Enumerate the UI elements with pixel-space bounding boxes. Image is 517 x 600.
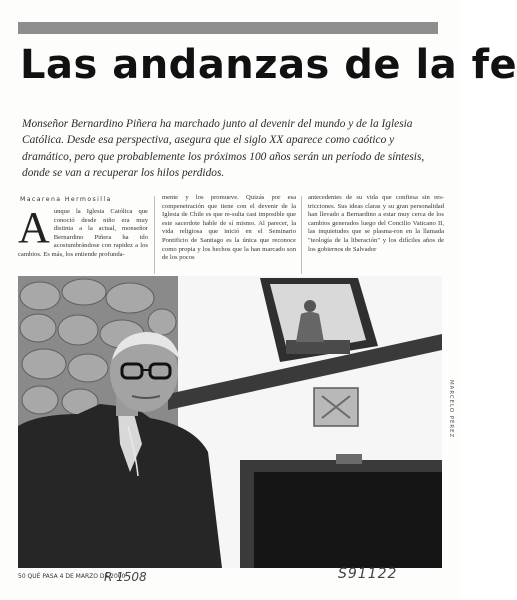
column-1-text: unque la Iglesia Católica que conoció desde niño era muy distinta a la actual, monseñor Bernardino Piñera ha ido acostumbrándose con rapidez a los cambios. Es más, los entiende profunda- [18,208,148,258]
headline: Las andanzas de la fe [20,42,517,88]
article-column-3 [308,194,444,254]
byline: Macarena Hermosilla [20,196,112,203]
handwritten-note-right: S91122 [338,566,398,582]
column-2-text: mente y los promueve. Quizás por esa compenetración que tiene con el devenir de la Iglesia de Chile es que re-sulta casi imposible que este sacerdote hable de sí mismo. Al parecer, la vida religiosa que inició en el Seminario Pontificio de Santiago es la única que reconoce como propia y los hechos que la han marcado son de los pocos [162,194,296,262]
handwritten-note-left: R 1508 [104,570,147,584]
top-rule [18,22,438,34]
article-column-2 [162,194,296,263]
article-column-1 [18,203,148,260]
photo-illustration [18,276,442,568]
column-divider [154,196,155,274]
article-photo [18,276,442,568]
page-footer: 50 QUÉ PASA 4 DE MARZO DE 2000 [18,573,126,580]
photo-credit: MARCELO PÉREZ [448,380,454,439]
lead-paragraph: Monseñor Bernardino Piñera ha marchado junto al devenir del mundo y de la Iglesia Católica. Desde esa perspectiva, asegura que el siglo XX aparece como caótico y dramático, pero que probablemente los próximos 100 años serán un período de síntesis, donde se van a recuperar los hilos perdidos. [22,118,425,180]
column-divider [301,196,302,274]
drop-cap: A [18,203,50,252]
column-3-text: antecedentes de su vida que confiesa sin res-tricciones. Sus ideas claras y su gran personalidad han llevado a Bernardino a estar muy cerca de los cambios generados luego del Concilio Vaticano II, las inquietudes que se plasma-ron en la llamada "teología de la liberación" y los difíciles años de los gobiernos de Salvador [308,194,444,253]
